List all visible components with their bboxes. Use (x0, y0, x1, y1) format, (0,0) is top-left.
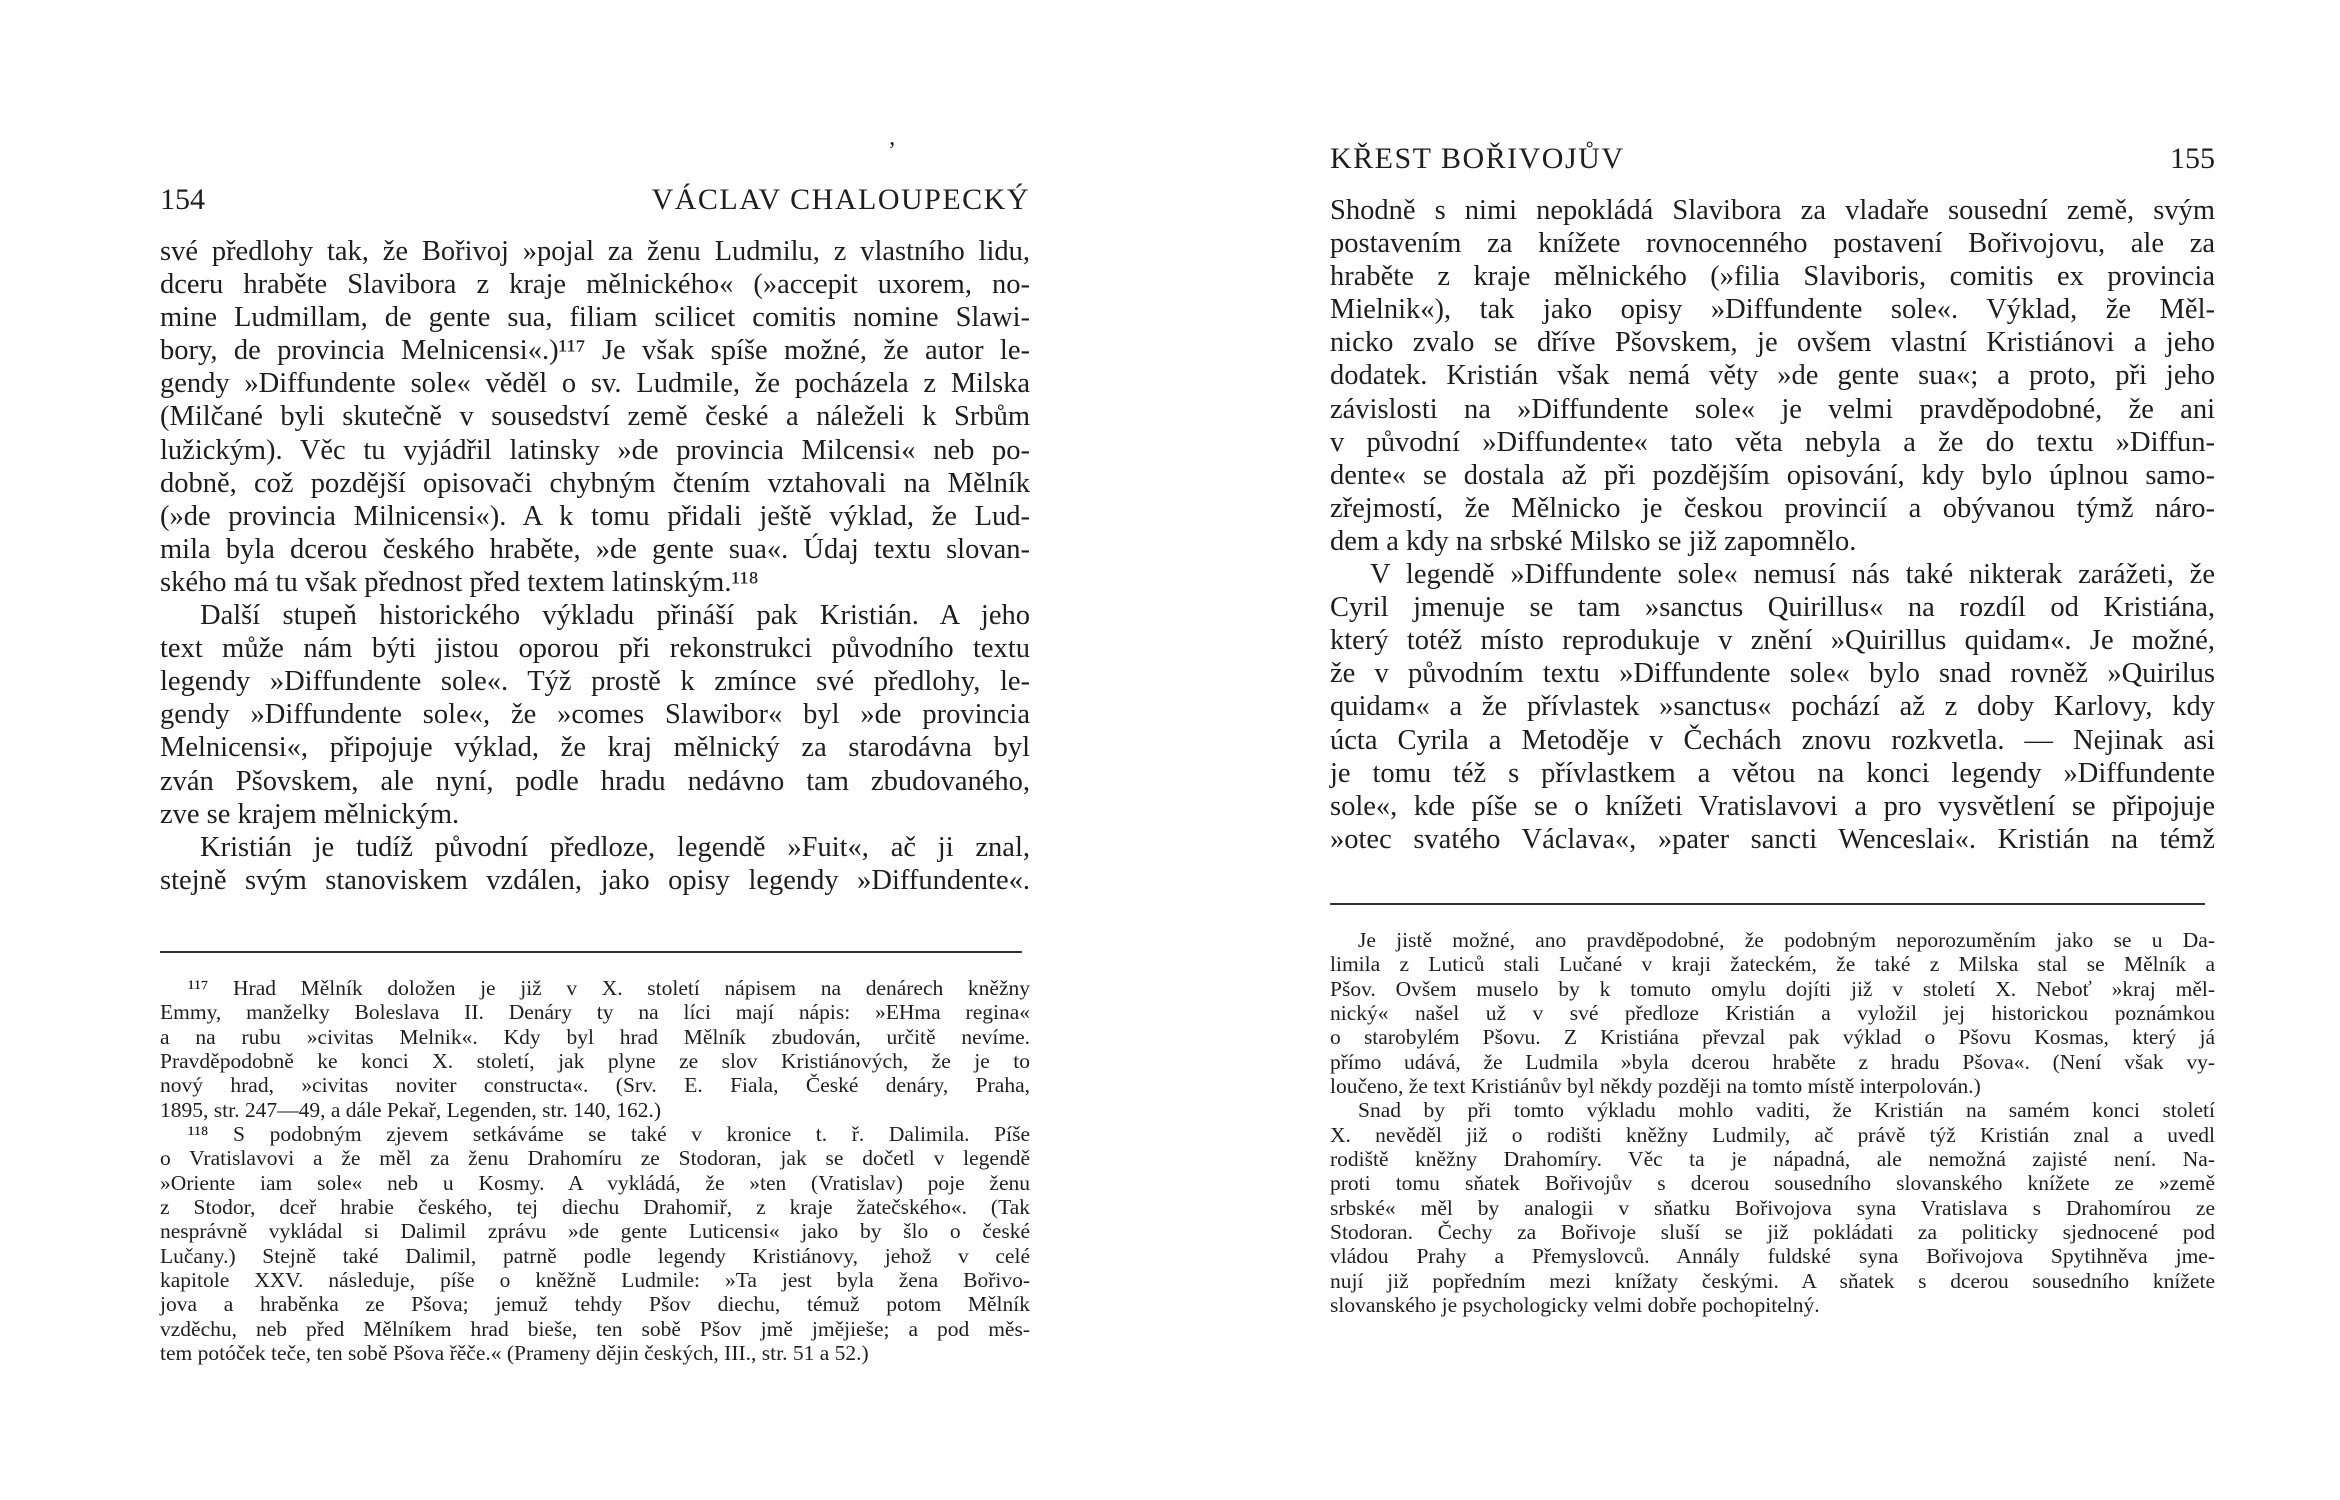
right-page-header (1330, 142, 2215, 182)
footnote-line: Lučany.) Stejně také Dalimil, patrně podle legendy Kristiánovy, jehož v celé (160, 1243, 1030, 1268)
footnote-line: rodiště kněžny Drahomíry. Věc ta je nápadná, ale nemožná zajisté není. Na- (1330, 1147, 2215, 1172)
text-line: stejně svým stanoviskem vzdálen, jako opisy legendy »Diffundente«. (160, 864, 1030, 896)
text-line: své předlohy tak, že Bořivoj »pojal za ženu Ludmilu, z vlastního lidu, (160, 236, 1030, 267)
text-line: Cyril jmenuje se tam »sanctus Quirillus« na rozdíl od Kristiána, (1330, 592, 2215, 624)
footnote-line: z Stodor, dceř hrabie českého, tej diechu Drahomiř, z kraje žatečského«. (Tak (160, 1195, 1030, 1220)
text-line: ského má tu však přednost před textem latinským.¹¹⁸ (160, 566, 759, 598)
footnote-line: kapitole XXV. následuje, píše o kněžně Ludmile: »Ta jest byla žena Bořivo- (160, 1268, 1030, 1293)
running-title: VÁCLAV CHALOUPECKÝ (651, 183, 1030, 216)
page-number: 154 (160, 183, 205, 216)
footnote-line: X. nevěděl již o rodišti kněžny Ludmily, ač právě týž Kristián znal a uvedl (1330, 1122, 2215, 1147)
text-line: dceru hraběte Slavibora z kraje mělnického« (»accepit uxorem, no- (160, 269, 1030, 301)
footnote-line: ¹¹⁸ S podobným zjevem setkáváme se také v kronice t. ř. Dalimila. Píše (188, 1122, 1030, 1147)
footnote-line: nují již popředním mezi knížaty českými. A sňatek s dcerou sousedního knížete (1330, 1268, 2215, 1293)
text-line: mine Ludmillam, de gente sua, filiam scilicet comitis nomine Slawi- (160, 302, 1030, 334)
text-line: v původní »Diffundente« tato věta nebyla a že do textu »Diffun- (1330, 426, 2215, 458)
footnote-line: srbské« měl by analogii v sňatku Bořivojova syna Vratislava s Drahomírou ze (1330, 1195, 2215, 1220)
footnote-line: »Oriente iam sole« neb u Kosmy. A vykládá, že »ten (Vratislav) poje ženu (160, 1170, 1030, 1195)
text-line: Kristián je tudíž původní předloze, legendě »Fuit«, ač ji znal, (200, 831, 1030, 863)
footnote-line: nický« našel už v své předloze Kristián a vyložil jej historickou poznámkou (1330, 1001, 2215, 1026)
footnote-line: 1895, str. 247—49, a dále Pekař, Legenden, str. 140, 162.) (160, 1097, 661, 1122)
footnote-line: Je jistě možné, ano pravděpodobné, že podobným neporozuměním jako se u Da- (1358, 928, 2215, 952)
text-line: nicko zvalo se dříve Pšovskem, je ovšem vlastní Kristiánovi a jeho (1330, 327, 2215, 359)
running-title: KŘEST BOŘIVOJŮV (1330, 142, 1625, 175)
left-page-header (160, 183, 1030, 223)
text-line: dem a kdy na srbské Milsko se již zapomnělo. (1330, 525, 1857, 557)
text-line: Mielnik«), tak jako opisy »Diffundente sole«. Výklad, že Měl- (1330, 294, 2215, 326)
footnote-line: nový hrad, »civitas noviter constructa«. (Srv. E. Fiala, České denáry, Praha, (160, 1073, 1030, 1098)
text-line: zve se krajem mělnickým. (160, 798, 460, 830)
text-line: závislosti na »Diffundente sole« je velmi pravděpodobné, že ani (1330, 393, 2215, 425)
footnote-line: přímo udává, že Ludmila »byla dcerou hraběte z hradu Pšova«. (Není však vy- (1330, 1049, 2215, 1074)
footnote-line: a na rubu »civitas Melnik«. Kdy byl hrad Mělník zbudován, určitě nevíme. (160, 1024, 1030, 1049)
text-line: dodatek. Kristián však nemá věty »de gente sua«; a proto, při jeho (1330, 360, 2215, 392)
footnote-line: o Vratislavovi a že měl za ženu Drahomíru ze Stodoran, jak se dočetl v legendě (160, 1146, 1030, 1171)
body-text (1330, 194, 2215, 856)
text-line: postavením za knížete rovnocenného postavení Bořivojovu, ale za (1330, 228, 2215, 260)
text-line: bory, de provincia Melnicensi«.)¹¹⁷ Je však spíše možné, že autor le- (160, 335, 1030, 367)
text-line: Shodně s nimi nepokládá Slavibora za vladaře sousední země, svým (1330, 195, 2215, 226)
footnote-line: slovanského je psychologicky velmi dobře pochopitelný. (1330, 1293, 1820, 1318)
text-line: hraběte z kraje mělnického (»filia Slaviboris, comitis ex provincia (1330, 261, 2215, 293)
text-line: mila byla dcerou českého hraběte, »de gente sua«. Údaj textu slovan- (160, 533, 1030, 565)
text-line: Další stupeň historického výkladu přináší pak Kristián. A jeho (200, 600, 1030, 632)
text-line: legendy »Diffundente sole«. Týž prostě k zmínce své předlohy, le- (160, 666, 1030, 698)
text-line: úcta Cyrila a Metoděje v Čechách znovu rozkvetla. — Nejinak asi (1330, 724, 2215, 756)
text-line: lužickým). Věc tu vyjádřil latinsky »de provincia Milcensi« neb po- (160, 434, 1030, 466)
text-line: quidam« a že přívlastek »sanctus« pochází až z doby Karlovy, kdy (1330, 691, 2215, 723)
footnote-line: ¹¹⁷ Hrad Mělník doložen je již v X. století nápisem na denárech kněžny (188, 976, 1030, 1000)
footnote-line: Emmy, manželky Boleslava II. Denáry ty na líci mají nápis: »EHma regina« (160, 1000, 1030, 1025)
footnote-line: o starobylém Pšovu. Z Kristiána převzal pak výklad o Pšovu Kosmas, který já (1330, 1025, 2215, 1050)
text-line: (Milčané byli skutečně v sousedství země české a náleželi k Srbům (160, 401, 1030, 433)
text-line: dobně, což pozdější opisovači chybným čtením vztahovali na Mělník (160, 467, 1030, 499)
text-line: dente« se dostala až při pozdějším opisování, kdy bylo úplnou samo- (1330, 459, 2215, 491)
footnote-line: Pravděpodobně ke konci X. století, jak plyne ze slov Kristiánových, že je to (160, 1049, 1030, 1074)
footnote-line: Stodoran. Čechy za Bořivoje sluší se již pokládati za politicky sjednocené pod (1330, 1220, 2215, 1245)
footnote-line: loučeno, že text Kristiánův byl někdy později na tomto místě interpolován.) (1330, 1074, 1981, 1099)
text-line: zván Pšovskem, ale nyní, podle hradu nedávno tam zbudovaného, (160, 765, 1030, 797)
text-line: »otec svatého Václava«, »pater sancti Wenceslai«. Kristián na témž (1330, 823, 2215, 855)
footnote-line: vzděchu, neb před Mělníkem hrad biešе, ten sobě Pšov jmě jmějiešе; a pod měs- (160, 1316, 1030, 1341)
footnotes (160, 976, 1030, 1366)
page-number: 155 (2170, 142, 2215, 175)
text-line: text může nám býti jistou oporou při rekonstrukci původního textu (160, 633, 1030, 665)
footnote-line: limila z Luticů stali Lučané v kraji žateckém, že také z Milska stal se Mělník a (1330, 952, 2215, 977)
footnote-line: Snad by při tomto výkladu mohlo vaditi, že Kristián na samém konci století (1358, 1098, 2215, 1123)
text-line: který totéž místo reprodukuje v znění »Quirillus quidam«. Je možné, (1330, 625, 2215, 657)
footnote-line: Pšov. Ovšem muselo by k tomuto omylu dojíti již v století X. Neboť »kraj měl- (1330, 976, 2215, 1001)
text-line: je tomu též s přívlastkem a větou na konci legendy »Diffundente (1330, 757, 2215, 789)
footnote-divider (1330, 903, 2205, 905)
text-line: Melnicensi«, připojuje výklad, že kraj mělnický za starodávna byl (160, 732, 1030, 764)
text-line: V legendě »Diffundente sole« nemusí nás také nikterak zarážeti, že (1370, 559, 2215, 591)
ink-mark: ʼ (888, 138, 896, 164)
footnotes (1330, 928, 2215, 1318)
text-line: (»de provincia Milnicensi«). A k tomu přidali ještě výklad, že Lud- (160, 500, 1030, 532)
body-text (160, 235, 1030, 897)
text-line: gendy »Diffundente sole«, že »comes Slawibor« byl »de provincia (160, 699, 1030, 731)
text-line: gendy »Diffundente sole« věděl o sv. Ludmile, že pocházela z Milska (160, 368, 1030, 400)
footnote-line: vládou Prahy a Přemyslovců. Annály fuldské syna Bořivojova Spytihněva jme- (1330, 1244, 2215, 1269)
footnote-line: proti tomu sňatek Bořivojův s dcerou sousedního slovanského knížete ze »země (1330, 1171, 2215, 1196)
footnote-line: jova a hraběnka ze Pšova; jemuž tehdy Pšov diechu, témuž potom Mělník (160, 1292, 1030, 1317)
text-line: sole«, kde píše se o knížeti Vratislavovi a pro vysvětlení se připojuje (1330, 790, 2215, 822)
footnote-divider (160, 951, 1022, 953)
footnote-line: tem potóček teče, ten sobě Pšova řěčе.« (Prameny dějin českých, III., str. 51 a 52.) (160, 1341, 869, 1366)
text-line: zřejmostí, že Mělnicko je českou provincií a obývanou týmž náro- (1330, 492, 2215, 524)
text-line: že v původním textu »Diffundente sole« bylo snad rovněž »Quirilus (1330, 658, 2215, 690)
footnote-line: nesprávně vykládal si Dalimil zprávu »de gente Luticensi« jako by šlo o české (160, 1219, 1030, 1244)
